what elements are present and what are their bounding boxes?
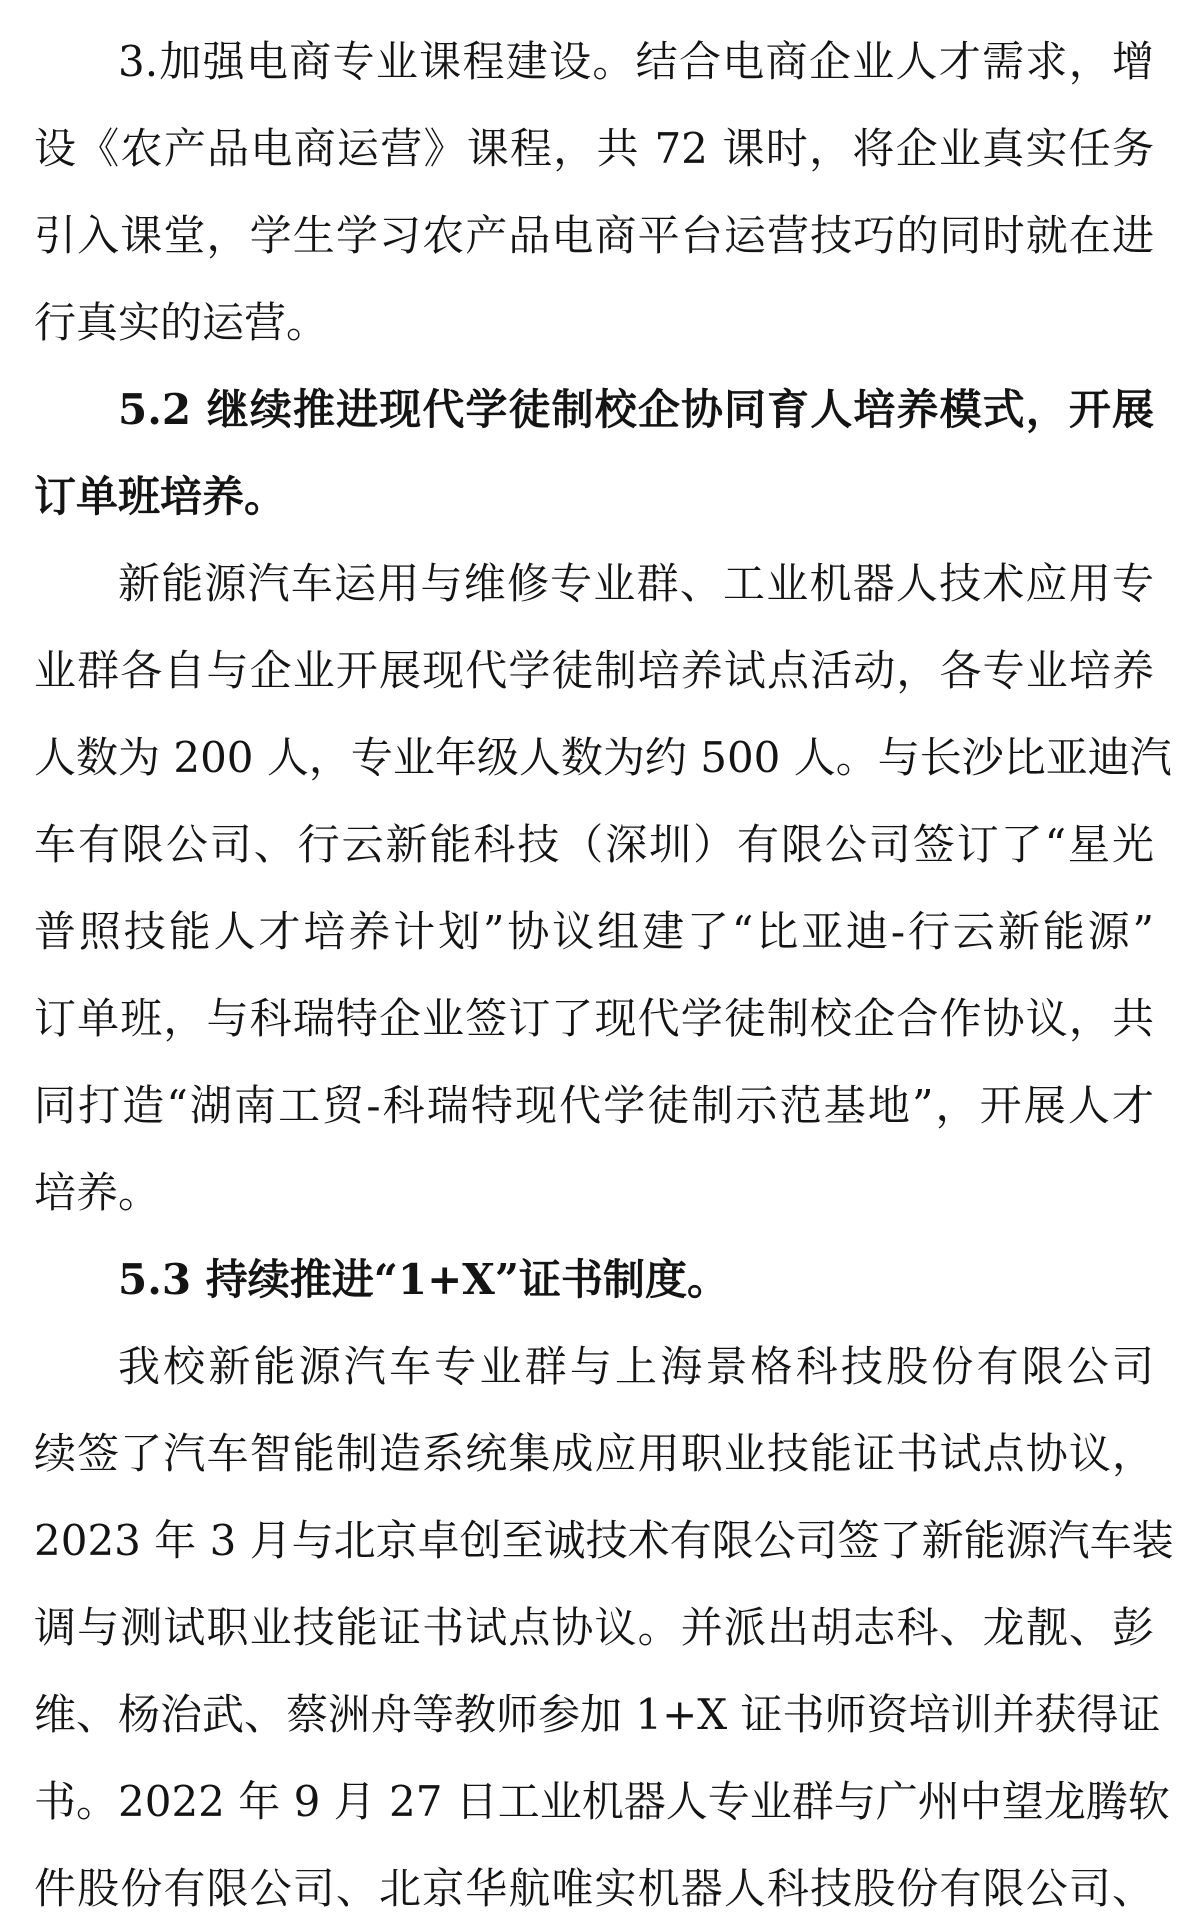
text-line: 续签了汽车智能制造系统集成应用职业技能证书试点协议， — [34, 1429, 1154, 1478]
text-line: 行真实的运营。 — [34, 298, 329, 347]
text-line: 调与测试职业技能证书试点协议。并派出胡志科、龙靓、彭 — [34, 1603, 1154, 1652]
text-line: 书。2022 年 9 月 27 日工业机器人专业群与广州中望龙腾软 — [34, 1777, 1170, 1826]
text-line: 设《农产品电商运营》课程，共 72 课时，将企业真实任务 — [34, 124, 1154, 173]
heading-line: 5.2 继续推进现代学徒制校企协同育人培养模式，开展 — [118, 385, 1154, 434]
text-line: 维、杨治武、蔡洲舟等教师参加 1+X 证书师资培训并获得证 — [34, 1690, 1161, 1739]
text-line: 我校新能源汽车专业群与上海景格科技股份有限公司 — [118, 1342, 1154, 1391]
text-line: 人数为 200 人，专业年级人数为约 500 人。与长沙比亚迪汽 — [34, 733, 1172, 782]
paragraph-apprenticeship — [34, 540, 1172, 1236]
text-line: 订单班，与科瑞特企业签订了现代学徒制校企合作协议，共 — [34, 994, 1154, 1043]
text-line: 2023 年 3 月与北京卓创至诚技术有限公司签了新能源汽车装 — [34, 1516, 1174, 1565]
paragraph-certificate — [34, 1323, 1174, 1932]
text-line: 同打造“湖南工贸-科瑞特现代学徒制示范基地”，开展人才 — [34, 1081, 1154, 1130]
text-line: 新能源汽车运用与维修专业群、工业机器人技术应用专 — [118, 559, 1154, 608]
section-heading-5-2 — [34, 366, 1154, 540]
section-heading-5-3 — [34, 1236, 1154, 1323]
text-line: 车有限公司、行云新能科技（深圳）有限公司签订了“星光 — [34, 820, 1154, 869]
heading-line: 5.3 持续推进“1+X”证书制度。 — [118, 1255, 730, 1304]
text-line: 件股份有限公司、北京华航唯实机器人科技股份有限公司、 — [34, 1864, 1154, 1913]
text-line: 引入课堂，学生学习农产品电商平台运营技巧的同时就在进 — [34, 211, 1154, 260]
text-line: 业群各自与企业开展现代学徒制培养试点活动，各专业培养 — [34, 646, 1154, 695]
paragraph-course — [34, 18, 1154, 366]
heading-line: 订单班培养。 — [34, 472, 287, 521]
text-line: 普照技能人才培养计划”协议组建了“比亚迪-行云新能源” — [34, 907, 1154, 956]
text-line: 培养。 — [34, 1168, 161, 1217]
text-line: 3.加强电商专业课程建设。结合电商企业人才需求，增 — [118, 37, 1154, 86]
